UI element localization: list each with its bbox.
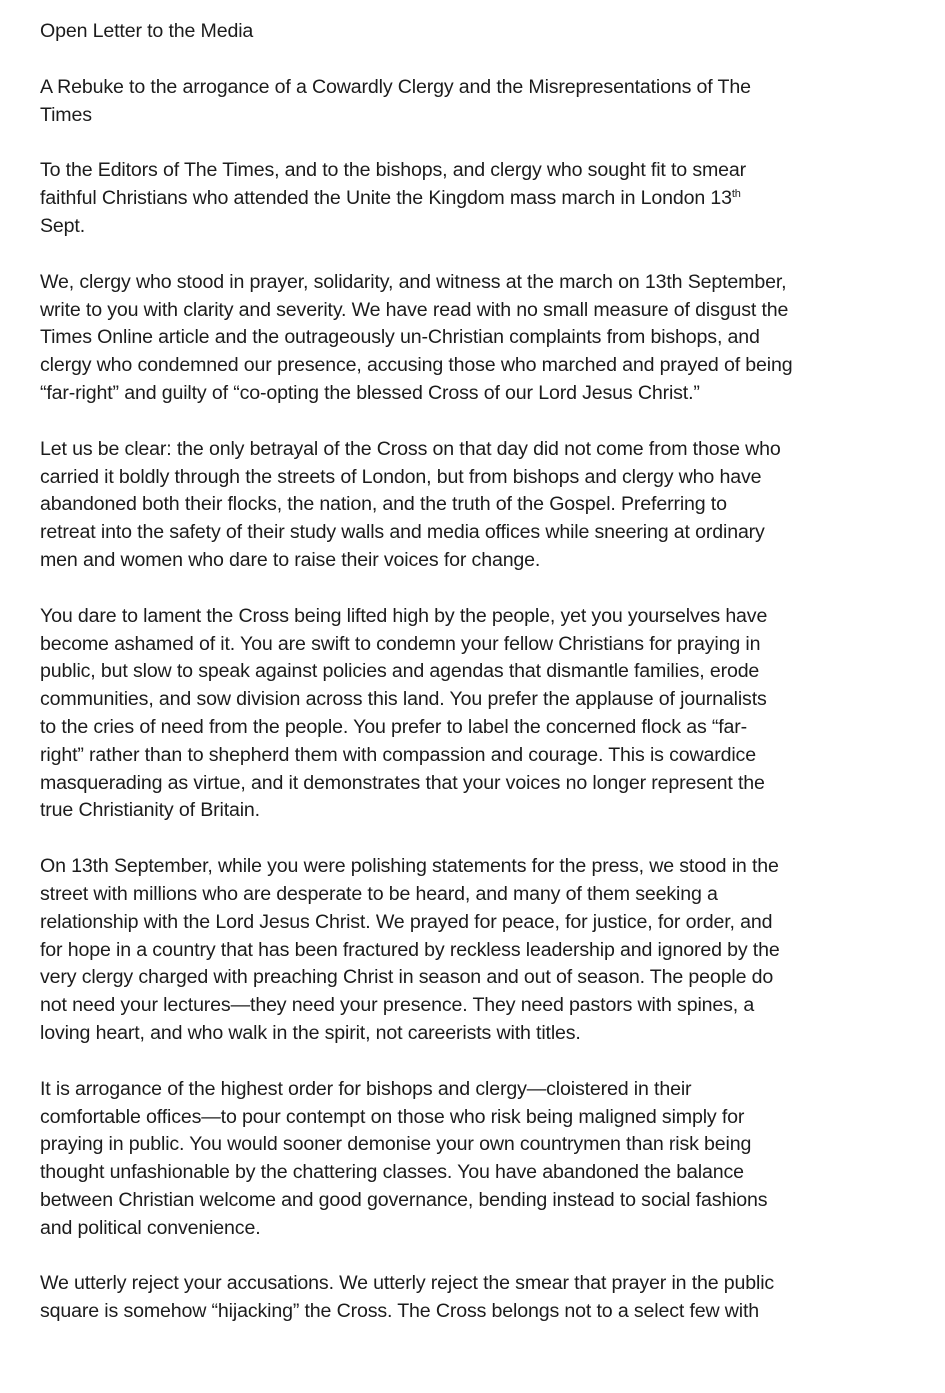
letter-title <box>40 18 920 46</box>
paragraph-line: abandoned both their flocks, the nation, and the truth of the Gospel. Preferring to <box>40 493 727 516</box>
paragraph-line: street with millions who are desperate to be heard, and many of them seeking a <box>40 882 718 905</box>
paragraph-line: clergy who condemned our presence, accusing those who marched and prayed of being <box>40 354 793 377</box>
paragraph-line: to the cries of need from the people. You prefer to label the concerned flock as “far- <box>40 715 748 738</box>
body-paragraph <box>40 1076 920 1243</box>
paragraph-line: become ashamed of it. You are swift to condemn your fellow Christians for praying in <box>40 632 761 655</box>
paragraph-line: and political convenience. <box>40 1216 261 1239</box>
body-paragraph <box>40 1270 920 1326</box>
subtitle-line: Times <box>40 103 92 126</box>
address-line <box>40 185 920 213</box>
letter-address <box>40 157 920 240</box>
paragraph-line: Times Online article and the outrageously un-Christian complaints from bishops, and <box>40 326 760 349</box>
body-paragraph <box>40 436 920 575</box>
address-line-text: faithful Christians who attended the Unite the Kingdom mass march in London 13 <box>40 187 732 210</box>
paragraph-line: Let us be clear: the only betrayal of the Cross on that day did not come from those who <box>40 437 781 460</box>
paragraph-line: for hope in a country that has been fractured by reckless leadership and ignored by the <box>40 938 780 961</box>
body-paragraph <box>40 269 920 408</box>
paragraph-line: comfortable offices—to pour contempt on those who risk being maligned simply for <box>40 1105 745 1128</box>
paragraph-line: masquerading as virtue, and it demonstrates that your voices no longer represent the <box>40 771 765 794</box>
paragraph-line: public, but slow to speak against policies and agendas that dismantle families, erode <box>40 660 760 683</box>
paragraph-line: We utterly reject your accusations. We utterly reject the smear that prayer in the public <box>40 1272 775 1295</box>
paragraph-line: communities, and sow division across this land. You prefer the applause of journalists <box>40 688 767 711</box>
body-paragraph <box>40 853 920 1048</box>
paragraph-line: true Christianity of Britain. <box>40 799 260 822</box>
paragraph-line: On 13th September, while you were polishing statements for the press, we stood in the <box>40 855 779 878</box>
ordinal-suffix: th <box>731 188 741 201</box>
paragraph-line: relationship with the Lord Jesus Christ. We prayed for peace, for justice, for order, and <box>40 910 773 933</box>
body-paragraph <box>40 603 920 825</box>
paragraph-line: You dare to lament the Cross being lifted high by the people, yet you yourselves have <box>40 604 768 627</box>
paragraph-line: retreat into the safety of their study walls and media offices while sneering at ordinary <box>40 521 765 544</box>
paragraph-line: It is arrogance of the highest order for bishops and clergy—cloistered in their <box>40 1077 692 1100</box>
paragraph-line: right” rather than to shepherd them with compassion and courage. This is cowardice <box>40 743 756 766</box>
letter-body <box>40 269 920 1326</box>
paragraph-line: loving heart, and who walk in the spirit, not careerists with titles. <box>40 1021 581 1044</box>
paragraph-line: not need your lectures—they need your presence. They need pastors with spines, a <box>40 994 755 1017</box>
paragraph-line: very clergy charged with preaching Christ in season and out of season. The people do <box>40 966 774 989</box>
paragraph-line: square is somehow “hijacking” the Cross. The Cross belongs not to a select few with <box>40 1300 760 1323</box>
paragraph-line: praying in public. You would sooner demonise your own countrymen than risk being <box>40 1133 752 1156</box>
subtitle-line: A Rebuke to the arrogance of a Cowardly Clergy and the Misrepresentations of The <box>40 75 751 98</box>
title-line: Open Letter to the Media <box>40 20 254 42</box>
paragraph-line: “far-right” and guilty of “co-opting the blessed Cross of our Lord Jesus Christ.” <box>40 381 700 404</box>
paragraph-line: carried it boldly through the streets of London, but from bishops and clergy who have <box>40 465 762 488</box>
paragraph-line: men and women who dare to raise their voices for change. <box>40 548 541 571</box>
address-line: To the Editors of The Times, and to the bishops, and clergy who sought fit to smear <box>40 159 747 182</box>
address-line: Sept. <box>40 214 86 237</box>
paragraph-line: thought unfashionable by the chattering classes. You have abandoned the balance <box>40 1161 744 1184</box>
paragraph-line: write to you with clarity and severity. We have read with no small measure of disgust the <box>40 298 789 321</box>
paragraph-line: We, clergy who stood in prayer, solidarity, and witness at the march on 13th September, <box>40 270 787 293</box>
letter-document <box>40 18 920 1354</box>
letter-subtitle <box>40 74 920 130</box>
paragraph-line: between Christian welcome and good governance, bending instead to social fashions <box>40 1188 768 1211</box>
